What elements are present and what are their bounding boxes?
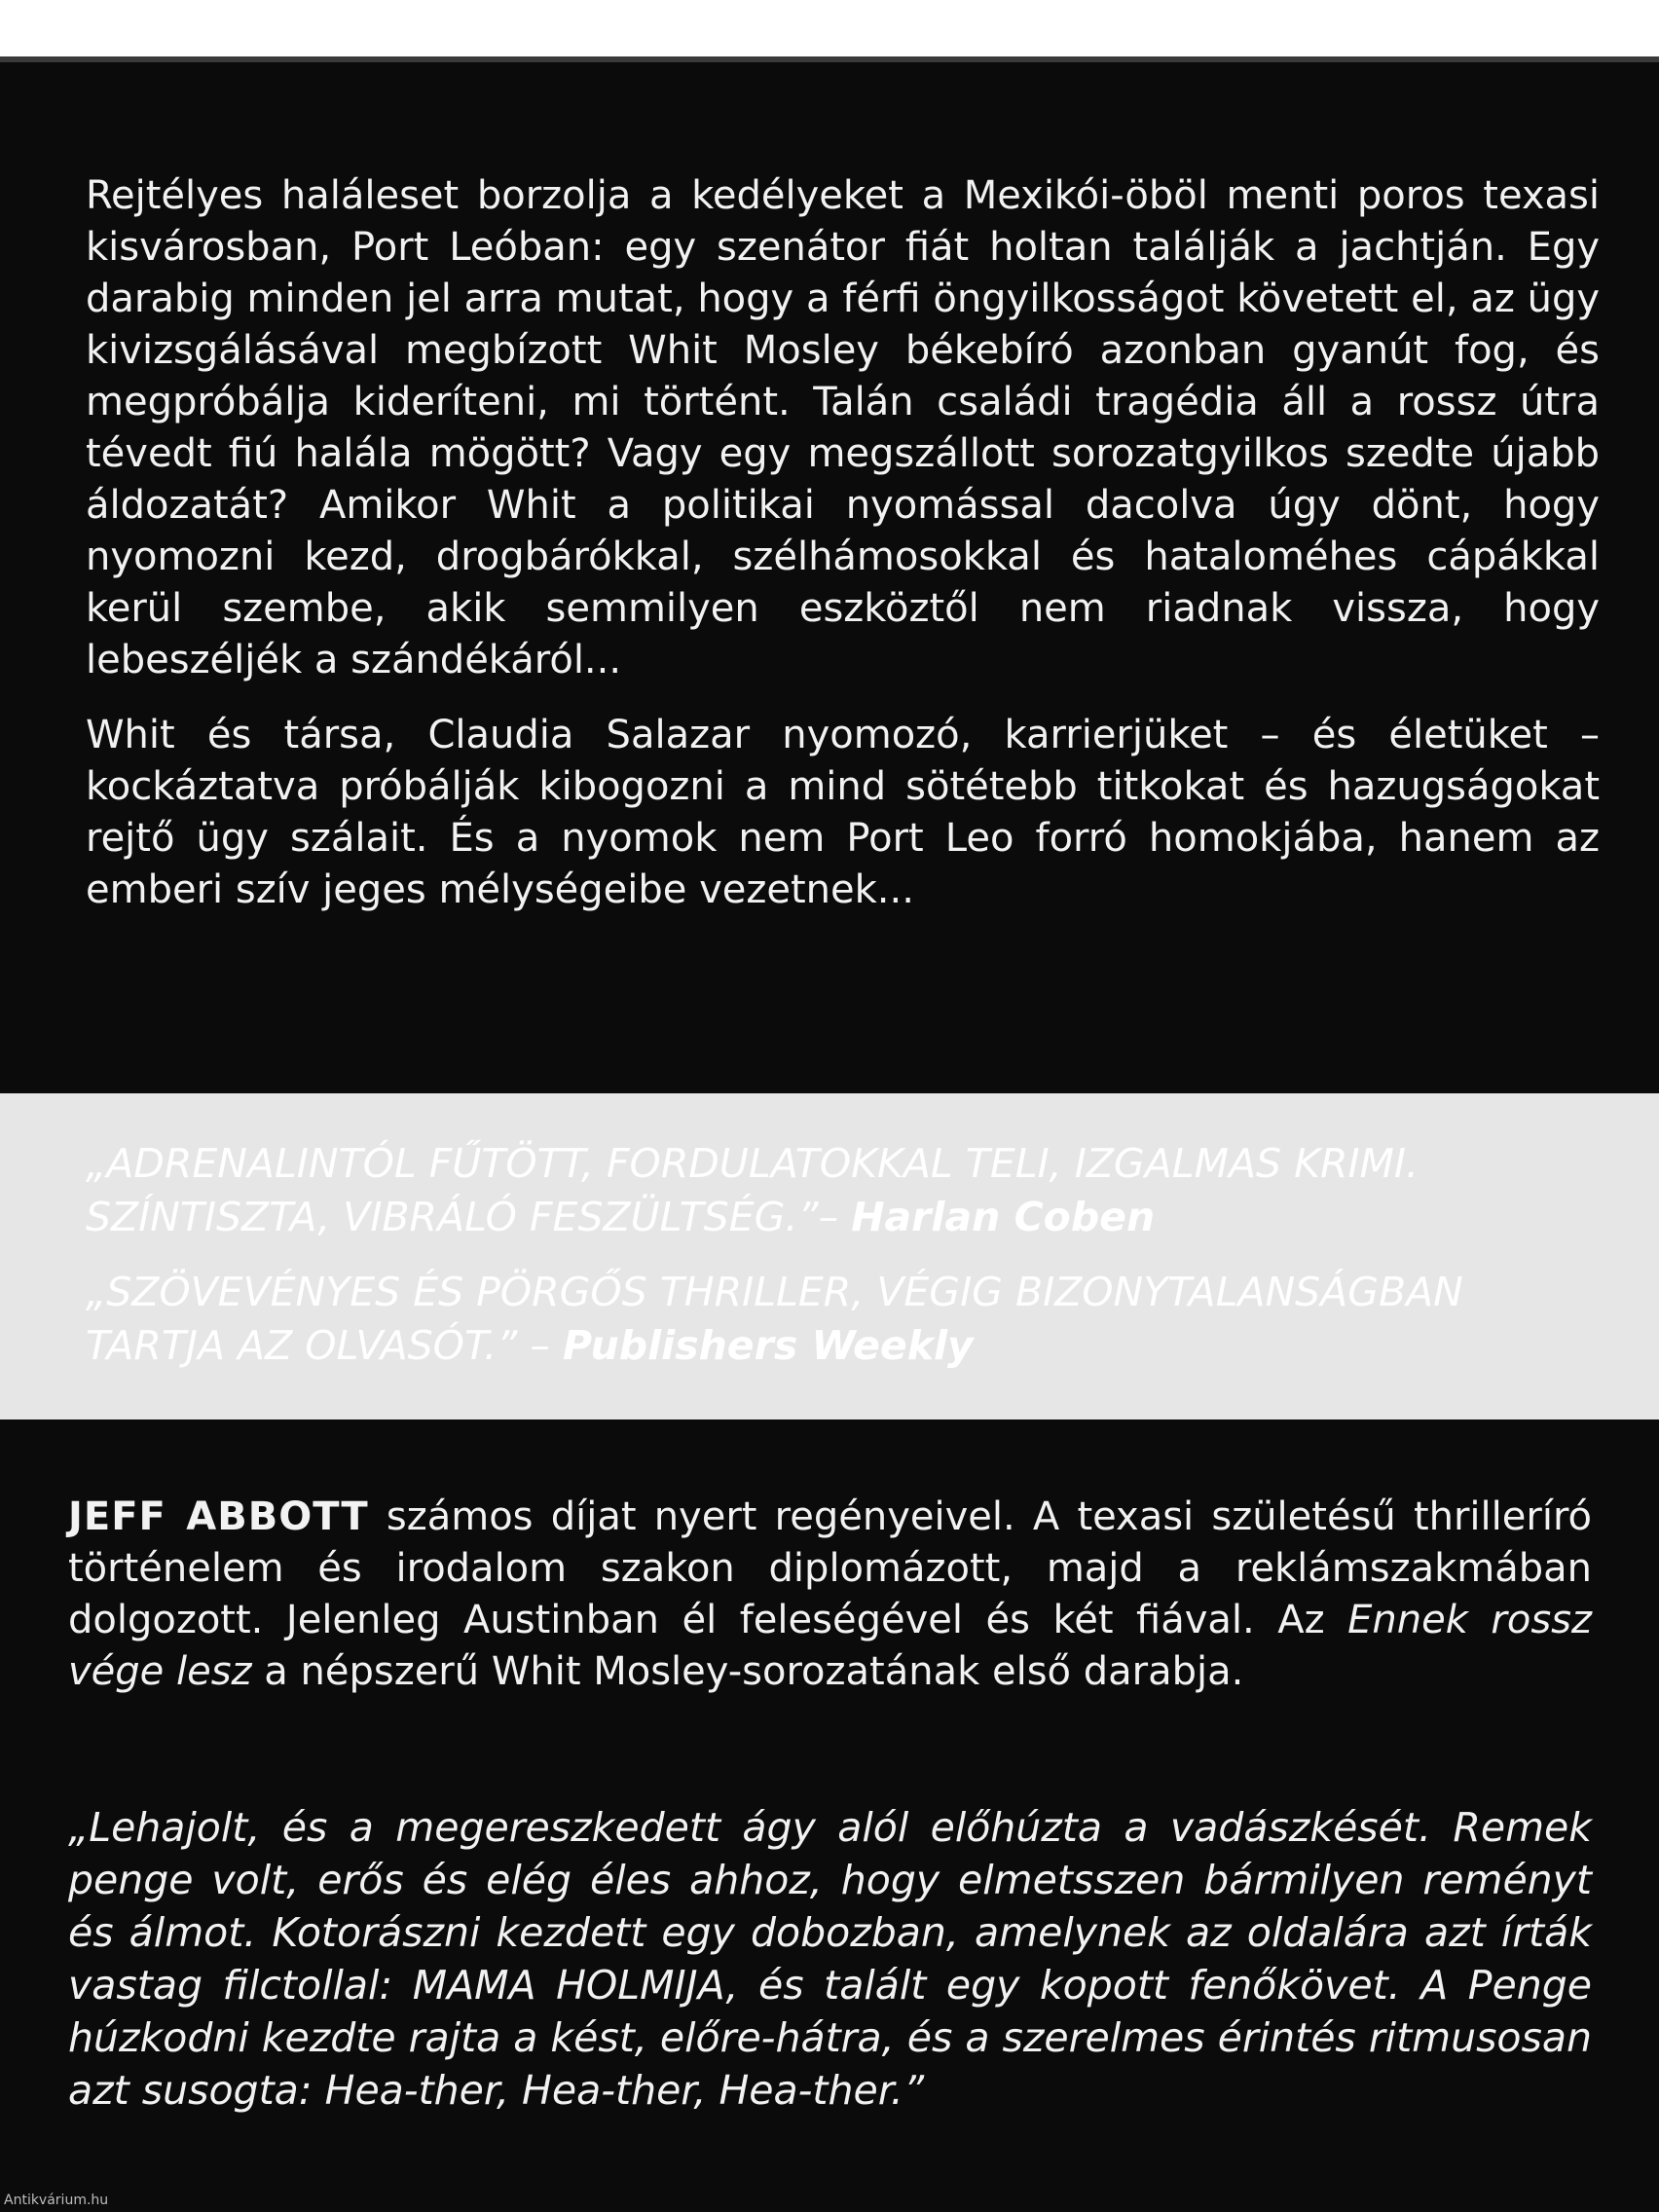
review-quote-text: „SZÖVEVÉNYES ÉS PÖRGŐS THRILLER, VÉGIG BIZONYTALANSÁGBAN TARTJA AZ OLVASÓT.” – (86, 1269, 1463, 1369)
review-quote-2 (86, 1266, 1604, 1373)
blurb-paragraph-1: Rejtélyes haláleset borzolja a kedélyeket a Mexikói-öböl menti poros texasi kisvárosban, Port Leóban: egy szenátor fiát holtan találják a jachtján. Egy darabig minden jel arra mutat, hogy a férfi öngyilkosságot követett el, az ügy kivizsgálásával megbízott Whit Mosley békebíró azonban gyanút fog, és megpróbálja kideríteni, mi történt. Talán családi tragédia áll a rossz útra tévedt fiú halála mögött? Vagy egy megszállott sorozatgyilkos szedte újabb áldozatát? Amikor Whit a politikai nyomással dacolva úgy dönt, hogy nyomozni kezd, drogbárókkal, szélhámosokkal és hataloméhes cápákkal kerül szembe, akik semmilyen eszköztől nem riadnak vissza, hogy lebeszéljék a szándékáról... (86, 173, 1600, 682)
bio-text: számos díjat nyert regényeivel. A texasi születésű thrilleríró történelem és irodalom szakon diplomázott, majd a reklámszakmában dolgozott. Jelenleg Austinban él feleségével és két fiával. Az (68, 1494, 1592, 1642)
bio-text-end: a népszerű Whit Mosley-sorozatának első darabja. (251, 1649, 1244, 1694)
blurb-paragraph-2: Whit és társa, Claudia Salazar nyomozó, karrierjüket – és életüket – kockáztatva próbálják kibogozni a mind sötétebb titkokat és hazugságokat rejtő ügy szálait. És a nyomok nem Port Leo forró homokjába, hanem az emberi szív jeges mélységeibe vezetnek... (86, 713, 1600, 912)
book-excerpt: „Lehajolt, és a megereszkedett ágy alól előhúzta a vadászkését. Remek penge volt, erős és elég éles ahhoz, hogy elmetsszen bármilyen reményt és álmot. Kotorászni kezdett egy dobozban, amelynek az oldalára azt írták vastag filctollal: MAMA HOLMIJA, és talált egy kopott fenőkövet. A Penge húzkodni kezdte rajta a kést, előre-hátra, és a szerelmes érintés ritmusosan azt susogta: Hea-ther, Hea-ther, Hea-ther.” (68, 1804, 1592, 2114)
review-quote-1 (86, 1137, 1604, 1244)
blurb (86, 170, 1600, 940)
review-quote-source: Harlan Coben (851, 1194, 1156, 1240)
author-bio (68, 1492, 1592, 1698)
review-quote-source: Publishers Weekly (562, 1322, 974, 1369)
review-quote-text: „ADRENALINTÓL FŰTÖTT, FORDULATOKKAL TELI, IZGALMAS KRIMI. SZÍNTISZTA, VIBRÁLÓ FESZÜLTSÉG.”– (86, 1140, 1419, 1240)
author-name: JEFF ABBOTT (68, 1494, 369, 1539)
book-title: Ennek rossz vége lesz (68, 1598, 1593, 1694)
watermark: Antikvárium.hu (4, 2193, 109, 2208)
